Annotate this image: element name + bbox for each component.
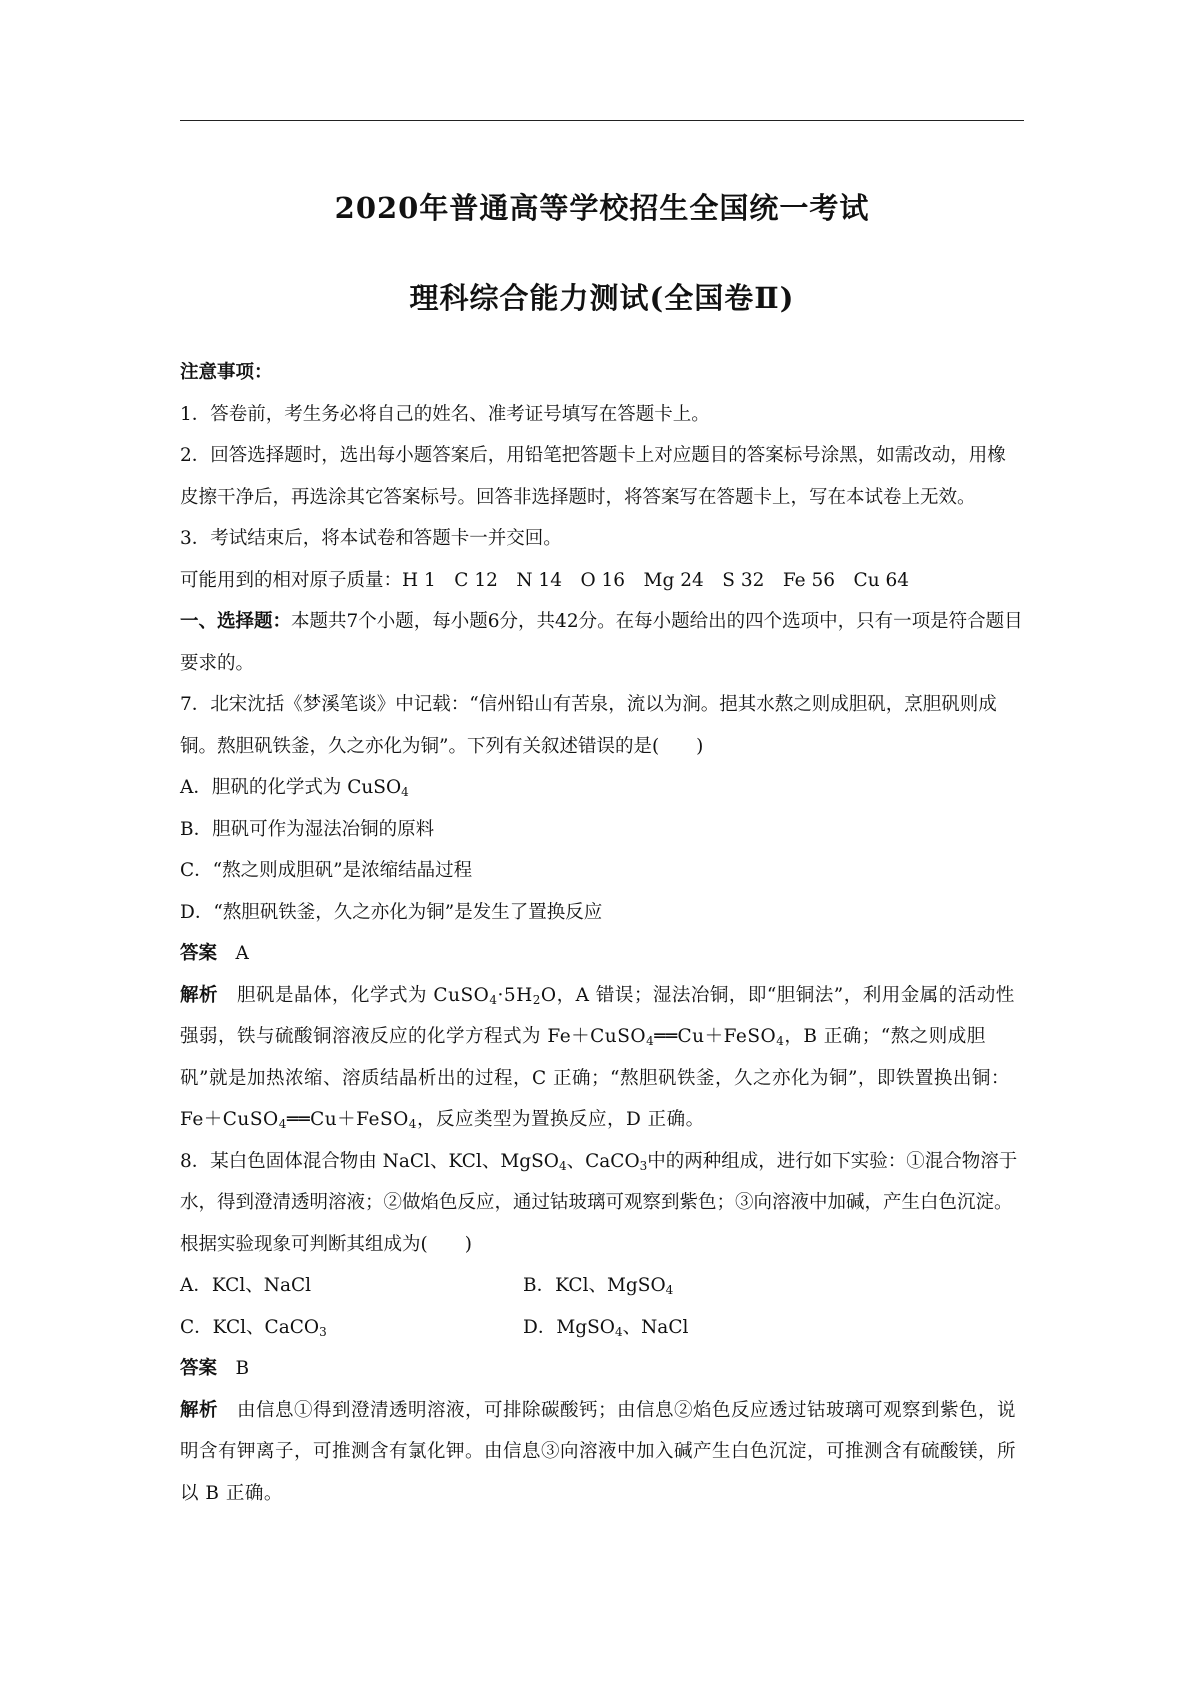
section-1-heading: 一、选择题： — [180, 611, 292, 632]
top-divider — [180, 120, 1024, 121]
question-8-options-row-2 — [180, 1307, 1024, 1349]
answer-value: A — [235, 943, 249, 964]
question-8-analysis: 解析 由信息①得到澄清透明溶液，可排除碳酸钙；由信息②焰色反应透过钴玻璃可观察到紫色，说明含有钾离子，可推测含有氯化钾。由信息③向溶液中加入碱产生白色沉淀，可推测含有硫酸镁，所以 B 正确。 — [180, 1399, 1017, 1504]
question-8-option-b: B．KCl、MgSO$_4$ — [523, 1275, 674, 1297]
answer-value: B — [235, 1358, 250, 1379]
question-7-answer — [180, 933, 1024, 975]
analysis-label: 解析 — [180, 984, 219, 1006]
question-8-options-row-1 — [180, 1265, 1024, 1307]
question-7-analysis: 解析 胆矾是晶体，化学式为 $CuSO_4\cdot 5H_2O$，A 错误；湿法冶铜，即“胆铜法”，利用金属的活动性强弱，铁与硫酸铜溶液反应的化学方程式为 Fe＋CuSO$_4$══Cu＋FeSO$_4$，B 正确；“熬之则成胆矾”就是加热浓缩、溶质结晶析出的过程，C 正确；“熬胆矾铁釜，久之亦化为铜”，即铁置换出铜：Fe＋CuSO$_4$══Cu＋FeSO$_4$，反应类型为置换反应，D 正确。 — [180, 984, 1015, 1131]
notice-heading: 注意事项： — [180, 362, 273, 383]
exam-content — [180, 352, 1024, 1514]
exam-subtitle: 理科综合能力测试(全国卷Ⅱ) — [409, 281, 795, 315]
notice-item-3: 3．考试结束后，将本试卷和答题卡一并交回。 — [180, 528, 562, 549]
notice-item-2: 2．回答选择题时，选出每小题答案后，用铅笔把答题卡上对应题目的答案标号涂黑，如需改动，用橡皮擦干净后，再选涂其它答案标号。回答非选择题时，将答案写在答题卡上，写在本试卷上无效。 — [180, 445, 1006, 508]
exam-title: 2020年普通高等学校招生全国统一考试 — [334, 191, 870, 225]
question-8-answer — [180, 1348, 1024, 1390]
notice-item-1: 1．答卷前，考生务必将自己的姓名、准考证号填写在答题卡上。 — [180, 403, 710, 425]
section-1-intro — [180, 601, 1024, 684]
question-7-option-a: A．胆矾的化学式为 CuSO$_4$ — [180, 777, 409, 799]
question-7-option-d: D．“熬胆矾铁釜，久之亦化为铜”是发生了置换反应 — [180, 901, 603, 923]
atomic-masses: 可能用到的相对原子质量：H 1 C 12 N 14 O 16 Mg 24 S 32 Fe 56 Cu 64 — [180, 569, 910, 591]
question-8-stem: 8．某白色固体混合物由 NaCl、KCl、MgSO$_4$、CaCO$_3$中的两种组成，进行如下实验：①混合物溶于水，得到澄清透明溶液；②做焰色反应，通过钴玻璃可观察到紫色；③向溶液中加碱，产生白色沉淀。根据实验现象可判断其组成为( ) — [180, 1150, 1018, 1255]
question-7-option-b: B．胆矾可作为湿法冶铜的原料 — [180, 818, 435, 840]
question-7-option-c: C．“熬之则成胆矾”是浓缩结晶过程 — [180, 860, 473, 881]
section-1-description: 本题共7个小题，每小题6分，共42分。在每小题给出的四个选项中，只有一项是符合题目要求的。 — [180, 611, 1023, 674]
question-8-option-d: D．MgSO$_4$、NaCl — [523, 1316, 689, 1339]
question-7-stem: 7．北宋沈括《梦溪笔谈》中记载：“信州铅山有苦泉，流以为涧。挹其水熬之则成胆矾，烹胆矾则成铜。熬胆矾铁釜，久之亦化为铜”。下列有关叙述错误的是( ) — [180, 694, 997, 757]
question-8-option-a: A．KCl、NaCl — [180, 1275, 312, 1296]
question-8-option-c: C．KCl、CaCO$_3$ — [180, 1316, 327, 1339]
answer-label: 答案 — [180, 1358, 218, 1379]
answer-label: 答案 — [180, 943, 218, 964]
analysis-label: 解析 — [180, 1399, 219, 1421]
